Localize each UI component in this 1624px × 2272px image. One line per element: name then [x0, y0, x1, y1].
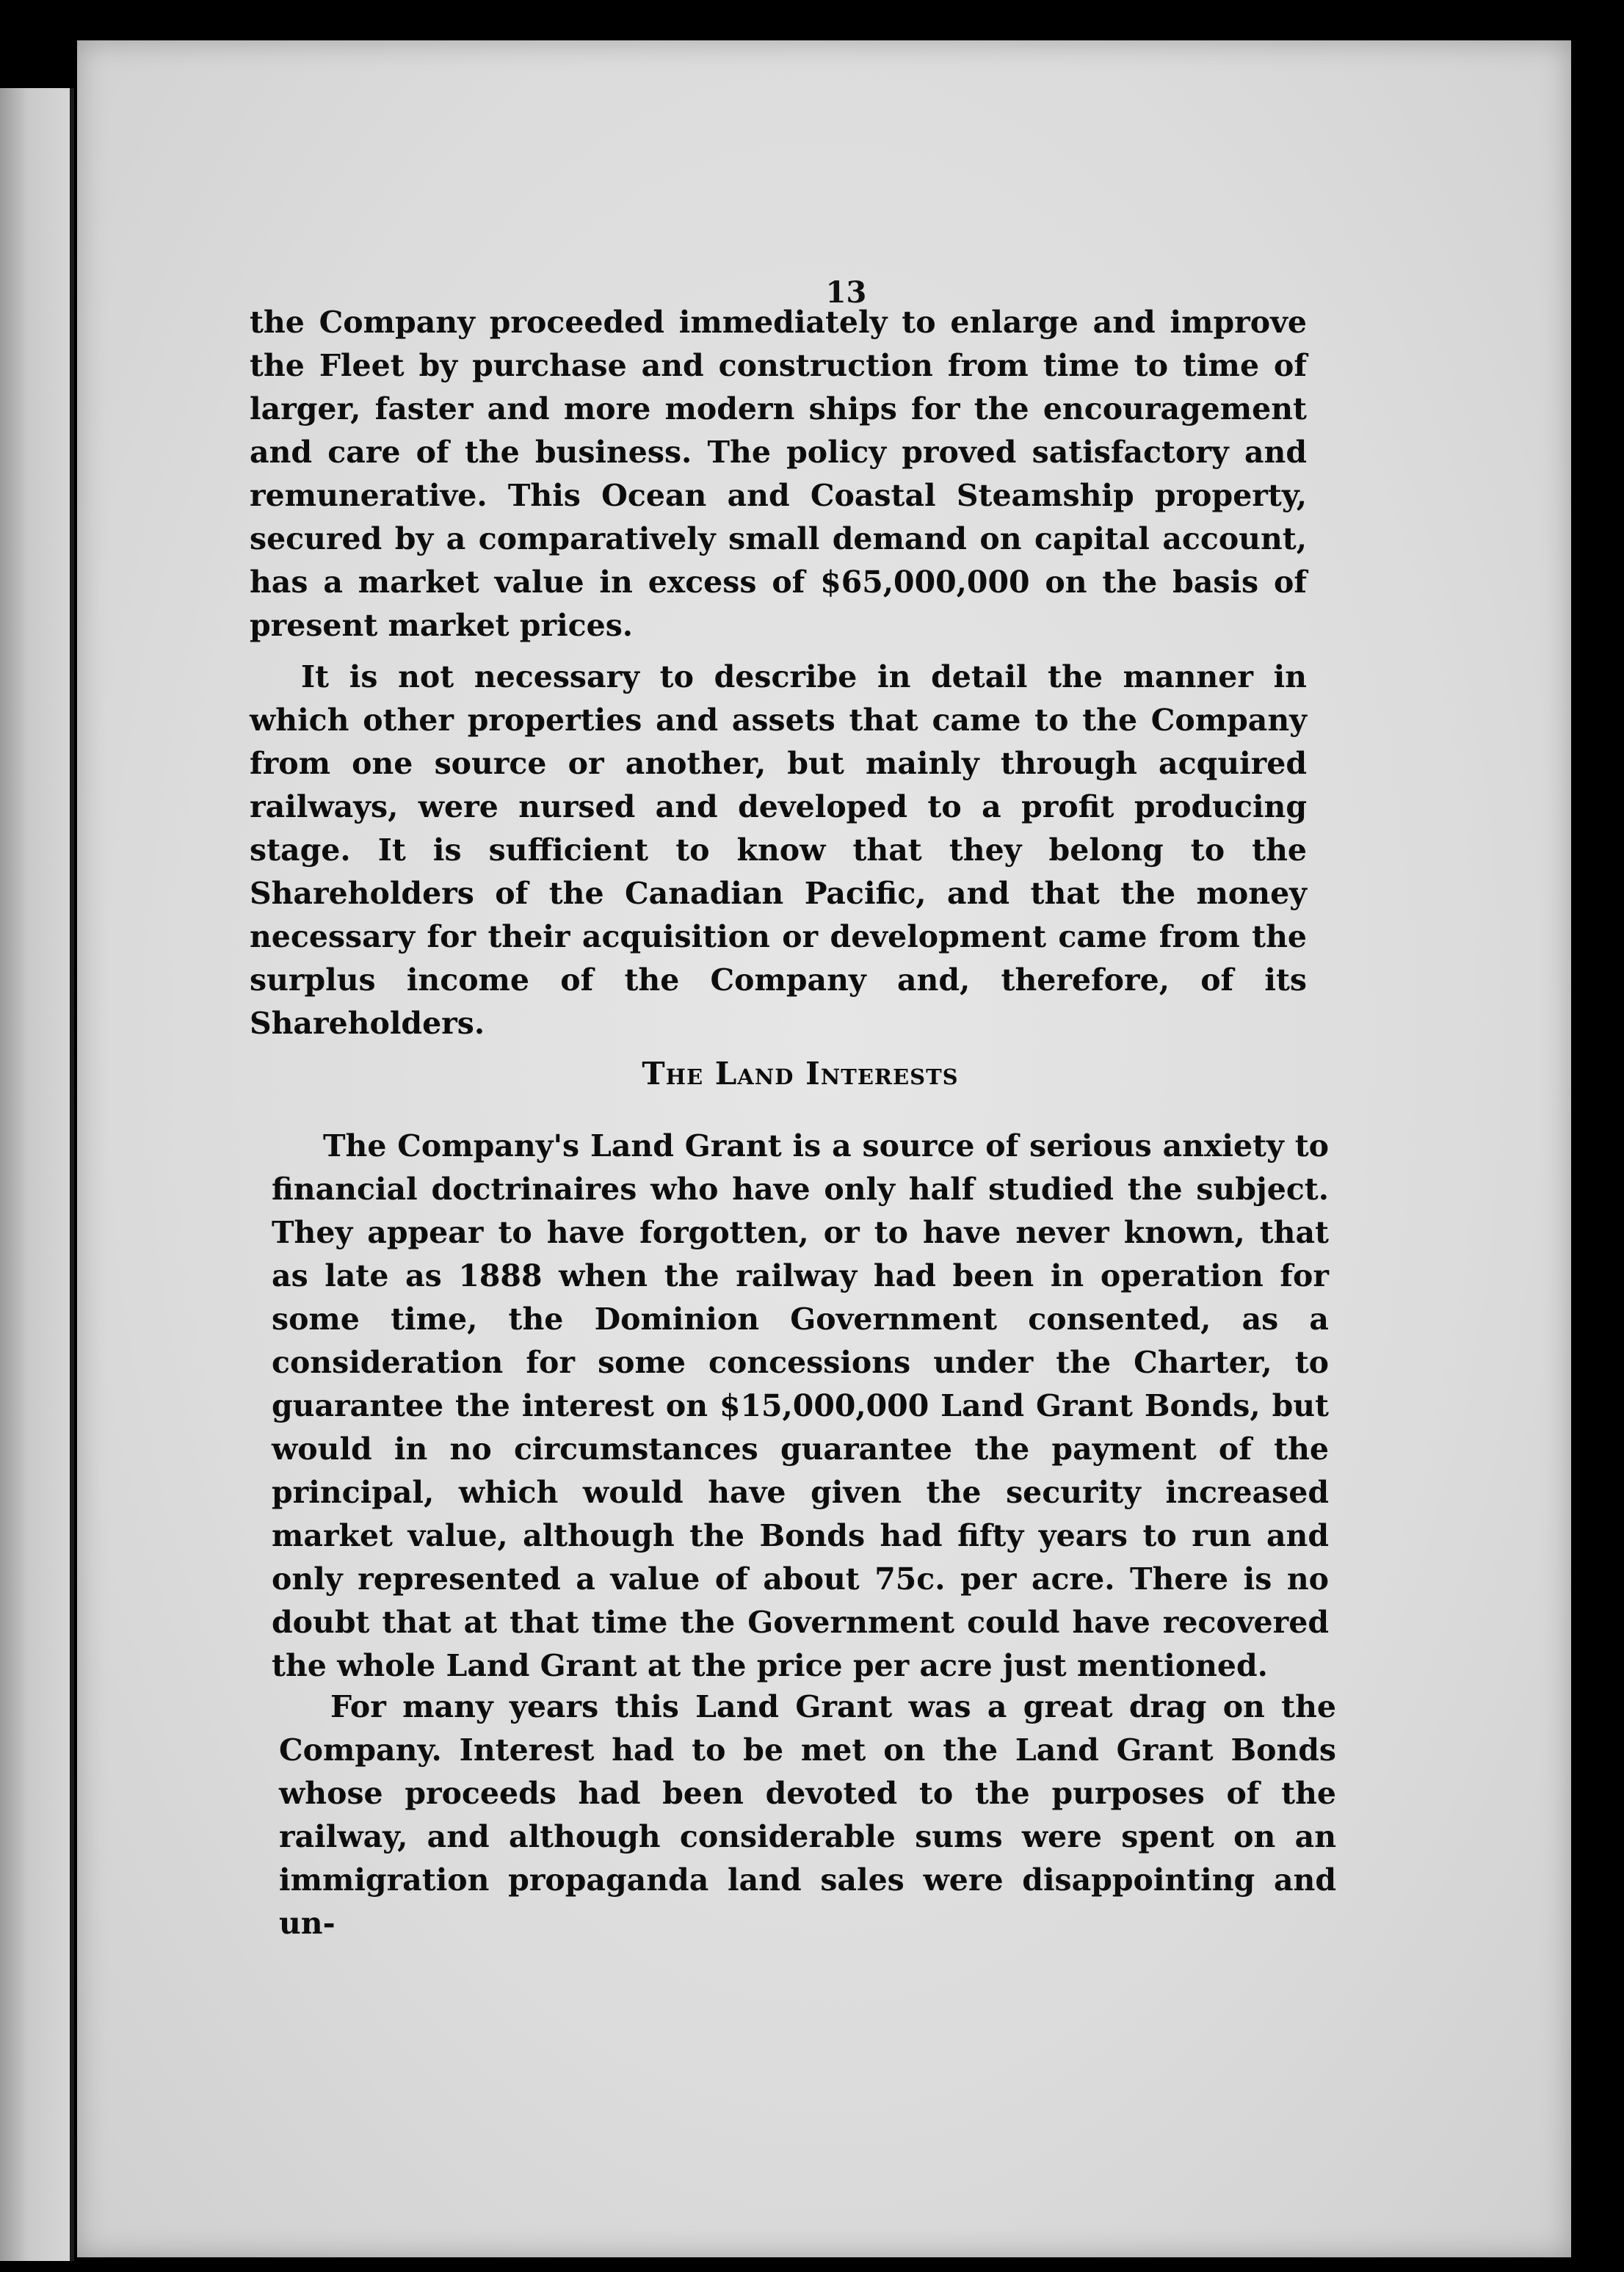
paragraph-text: the Company proceeded immediately to enlarge and improve the Fleet by purchase and construction from time to time of larger, faster and more modern ships for the encouragement and care of the business. The policy proved satisfactory and remunerative. This Ocean and Coastal Steamship property, secured by a comparatively small demand on capital account, has a market value in excess of $65,000,000 on the basis of present market prices. [250, 305, 1307, 643]
section-heading: The Land Interests [642, 1056, 959, 1092]
paragraph-text: The Company's Land Grant is a source of serious anxiety to financial doctrinaires who have only half studied the subject. They appear to have forgotten, or to have never known, that as late as 1888 when the railway had been in operation for some time, the Dominion Government consented, as a consideration for some concessions under the Charter, to guarantee the interest on $15,000,000 Land Grant Bonds, but would in no circumstances guarantee the payment of the principal, which would have given the security increased market value, although the Bonds had fifty years to run and only represented a value of about 75c. per acre. There is no doubt that at that time the Government could have recovered the whole Land Grant at the price per acre just mentioned. [272, 1128, 1329, 1683]
paragraph-land-grant-drag [279, 1685, 1336, 1945]
paragraph-other-properties [250, 656, 1307, 1045]
facing-page-edge [0, 88, 74, 2261]
paragraph-fleet [250, 301, 1307, 647]
page-number: 13 [825, 275, 867, 310]
paragraph-text: It is not necessary to describe in detail the manner in which other properties and assets that came to the Company from one source or another, but mainly through acquired railways, were nursed and developed to a profit producing stage. It is sufficient to know that they belong to the Shareholders of the Canadian Pacific, and that the money necessary for their acquisition or development came from the surplus income of the Company and, therefore, of its Shareholders. [250, 659, 1307, 1041]
paragraph-land-grant [272, 1125, 1329, 1688]
paragraph-text: For many years this Land Grant was a great drag on the Company. Interest had to be met on the Land Grant Bonds whose proceeds had been devoted to the purposes of the railway, and although considerable sums were spent on an immigration propaganda land sales were disappointing and un- [279, 1689, 1336, 1941]
